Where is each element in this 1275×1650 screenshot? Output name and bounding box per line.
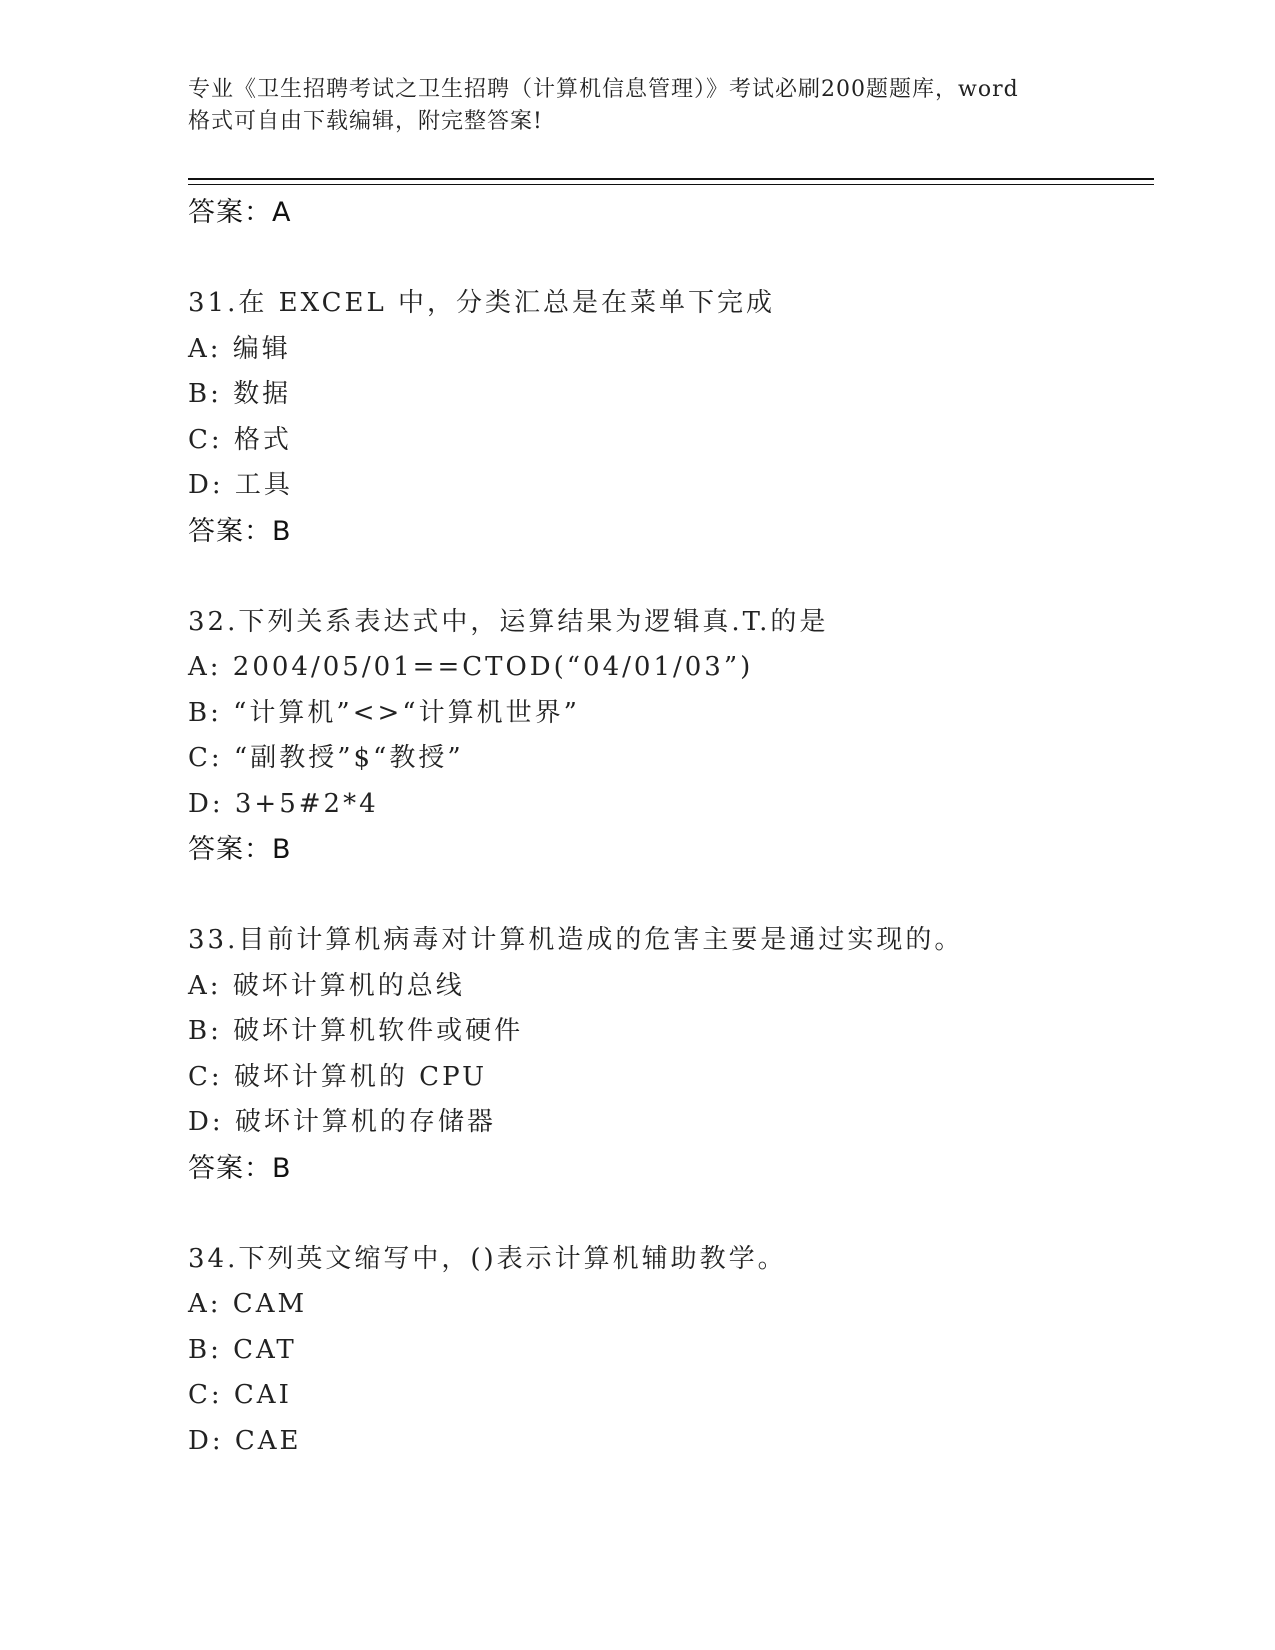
option-a: A: 破坏计算机的总线: [188, 970, 465, 1001]
document-body: [188, 190, 1154, 1464]
option-a: A: CAM: [188, 1289, 308, 1319]
option-d: D: CAE: [188, 1425, 302, 1456]
question-block: [188, 281, 1154, 555]
document-header: [188, 74, 1088, 138]
question-block: [188, 918, 1154, 1192]
option-d: D: 破坏计算机的存储器: [188, 1107, 496, 1137]
option-b: B: 破坏计算机软件或硬件: [188, 1016, 524, 1046]
option-b: B: “计算机”<>“计算机世界”: [188, 697, 580, 728]
option-c: C: “副教授”$“教授”: [188, 743, 464, 773]
header-line-1: 专业《卫生招聘考试之卫生招聘（计算机信息管理）》考试必刷200题题库，word: [188, 77, 1019, 102]
question-stem: 32.下列关系表达式中，运算结果为逻辑真.T.的是: [188, 606, 829, 637]
question-stem: 34.下列英文缩写中，()表示计算机辅助教学。: [188, 1243, 787, 1274]
question-block: [188, 600, 1154, 874]
header-rule-thick: [188, 178, 1154, 180]
option-d: D: 工具: [188, 470, 293, 500]
question-block: [188, 1237, 1154, 1465]
option-a: A: 2004/05/01==CTOD(“04/01/03”): [188, 652, 754, 682]
option-b: B: CAT: [188, 1334, 297, 1365]
option-c: C: 格式: [188, 424, 292, 455]
answer-text: 答案：B: [188, 515, 292, 547]
answer-text: 答案：B: [188, 834, 292, 865]
answer-text: 答案：B: [188, 1152, 292, 1184]
question-stem: 31.在 EXCEL 中，分类汇总是在菜单下完成: [188, 288, 776, 318]
header-line-2: 格式可自由下载编辑，附完整答案!: [188, 109, 543, 134]
option-c: C: 破坏计算机的 CPU: [188, 1061, 488, 1092]
question-stem: 33.目前计算机病毒对计算机造成的危害主要是通过实现的。: [188, 925, 964, 955]
option-d: D: 3+5#2*4: [188, 788, 379, 819]
option-b: B: 数据: [188, 379, 292, 409]
option-a: A: 编辑: [188, 333, 291, 364]
header-rule-thin: [188, 184, 1154, 185]
answer-text: 答案：A: [188, 197, 292, 228]
option-c: C: CAI: [188, 1380, 292, 1410]
